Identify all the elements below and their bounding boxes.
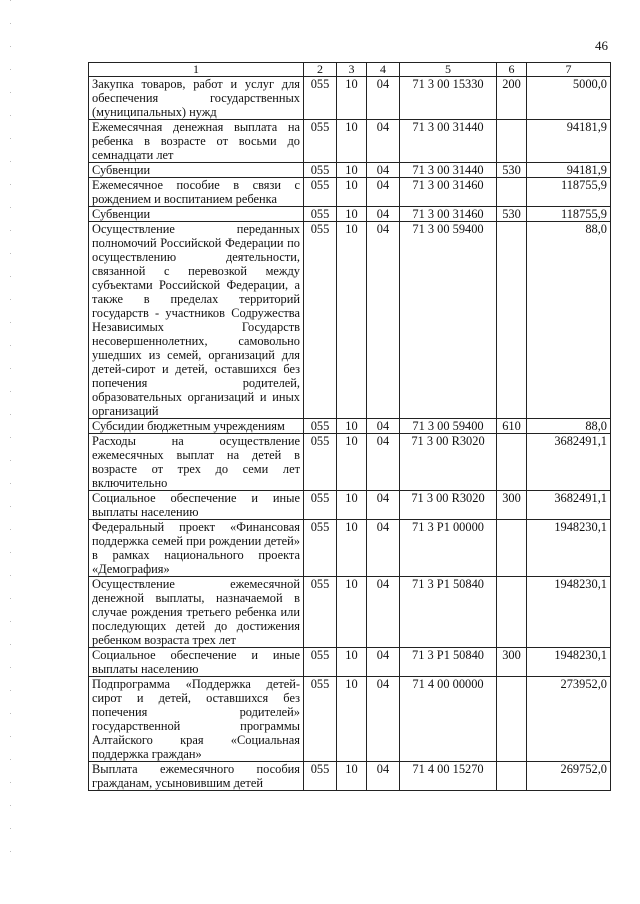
target-article: 71 3 00 59400 — [400, 222, 497, 419]
expense-type — [497, 677, 527, 762]
table-row — [89, 77, 611, 120]
target-article: 71 3 00 31460 — [400, 178, 497, 207]
expense-name: Подпрограмма «Поддержка детей-сирот и детей, оставшихся без попечения родителей» государственной программы Алтайского края «Социальная поддержка граждан» — [89, 677, 304, 762]
table-row — [89, 120, 611, 163]
target-article: 71 3 00 31460 — [400, 207, 497, 222]
table-row — [89, 222, 611, 419]
ministry-code: 055 — [304, 207, 337, 222]
amount: 88,0 — [527, 419, 611, 434]
table-row — [89, 163, 611, 178]
table-row — [89, 577, 611, 648]
ministry-code: 055 — [304, 77, 337, 120]
expense-type — [497, 577, 527, 648]
subsection-code: 04 — [367, 207, 400, 222]
ministry-code: 055 — [304, 419, 337, 434]
expense-type: 610 — [497, 419, 527, 434]
section-code: 10 — [337, 419, 367, 434]
subsection-code: 04 — [367, 419, 400, 434]
section-code: 10 — [337, 434, 367, 491]
target-article: 71 3 P1 50840 — [400, 577, 497, 648]
subsection-code: 04 — [367, 677, 400, 762]
amount: 94181,9 — [527, 120, 611, 163]
target-article: 71 3 00 R3020 — [400, 434, 497, 491]
header-cell: 6 — [497, 63, 527, 77]
header-cell: 4 — [367, 63, 400, 77]
expense-type — [497, 222, 527, 419]
expense-type — [497, 178, 527, 207]
amount: 118755,9 — [527, 207, 611, 222]
target-article: 71 3 00 59400 — [400, 419, 497, 434]
amount: 269752,0 — [527, 762, 611, 791]
section-code: 10 — [337, 207, 367, 222]
target-article: 71 3 P1 50840 — [400, 648, 497, 677]
table-row — [89, 648, 611, 677]
margin-dots — [10, 0, 12, 904]
ministry-code: 055 — [304, 762, 337, 791]
header-cell: 5 — [400, 63, 497, 77]
header-cell: 3 — [337, 63, 367, 77]
subsection-code: 04 — [367, 648, 400, 677]
header-cell: 2 — [304, 63, 337, 77]
section-code: 10 — [337, 648, 367, 677]
target-article: 71 4 00 00000 — [400, 677, 497, 762]
section-code: 10 — [337, 120, 367, 163]
table-row — [89, 434, 611, 491]
expense-name: Выплата ежемесячного пособия гражданам, усыновившим детей — [89, 762, 304, 791]
subsection-code: 04 — [367, 762, 400, 791]
section-code: 10 — [337, 163, 367, 178]
section-code: 10 — [337, 222, 367, 419]
section-code: 10 — [337, 491, 367, 520]
ministry-code: 055 — [304, 677, 337, 762]
amount: 1948230,1 — [527, 577, 611, 648]
subsection-code: 04 — [367, 577, 400, 648]
section-code: 10 — [337, 762, 367, 791]
subsection-code: 04 — [367, 120, 400, 163]
amount: 94181,9 — [527, 163, 611, 178]
ministry-code: 055 — [304, 178, 337, 207]
ministry-code: 055 — [304, 163, 337, 178]
target-article: 71 3 P1 00000 — [400, 520, 497, 577]
subsection-code: 04 — [367, 491, 400, 520]
expense-type — [497, 762, 527, 791]
expense-type — [497, 520, 527, 577]
expense-type: 530 — [497, 207, 527, 222]
amount: 1948230,1 — [527, 648, 611, 677]
amount: 5000,0 — [527, 77, 611, 120]
table-row — [89, 207, 611, 222]
expense-name: Ежемесячная денежная выплата на ребенка в возрасте от восьми до семнадцати лет — [89, 120, 304, 163]
amount: 273952,0 — [527, 677, 611, 762]
table-row — [89, 178, 611, 207]
expense-type: 300 — [497, 491, 527, 520]
expense-type: 300 — [497, 648, 527, 677]
ministry-code: 055 — [304, 577, 337, 648]
amount: 1948230,1 — [527, 520, 611, 577]
header-cell: 1 — [89, 63, 304, 77]
section-code: 10 — [337, 577, 367, 648]
section-code: 10 — [337, 520, 367, 577]
page-number: 46 — [595, 38, 608, 53]
expense-name: Ежемесячное пособие в связи с рождением и воспитанием ребенка — [89, 178, 304, 207]
subsection-code: 04 — [367, 520, 400, 577]
table-row — [89, 762, 611, 791]
expense-name: Закупка товаров, работ и услуг для обеспечения государственных (муниципальных) нужд — [89, 77, 304, 120]
ministry-code: 055 — [304, 520, 337, 577]
expense-type — [497, 120, 527, 163]
table-row — [89, 677, 611, 762]
expense-type: 200 — [497, 77, 527, 120]
expense-name: Расходы на осуществление ежемесячных выплат на детей в возрасте от трех до семи лет включительно — [89, 434, 304, 491]
ministry-code: 055 — [304, 120, 337, 163]
amount: 3682491,1 — [527, 434, 611, 491]
amount: 118755,9 — [527, 178, 611, 207]
expense-type: 530 — [497, 163, 527, 178]
expense-name: Субсидии бюджетным учреждениям — [89, 419, 304, 434]
amount: 88,0 — [527, 222, 611, 419]
subsection-code: 04 — [367, 163, 400, 178]
ministry-code: 055 — [304, 491, 337, 520]
subsection-code: 04 — [367, 178, 400, 207]
subsection-code: 04 — [367, 77, 400, 120]
target-article: 71 3 00 31440 — [400, 120, 497, 163]
expense-name: Социальное обеспечение и иные выплаты населению — [89, 491, 304, 520]
target-article: 71 4 00 15270 — [400, 762, 497, 791]
table-row — [89, 419, 611, 434]
expense-name: Осуществление ежемесячной денежной выплаты, назначаемой в случае рождения третьего ребенка или последующих детей до достижения ребенком возраста трех лет — [89, 577, 304, 648]
section-code: 10 — [337, 178, 367, 207]
subsection-code: 04 — [367, 222, 400, 419]
header-cell: 7 — [527, 63, 611, 77]
target-article: 71 3 00 15330 — [400, 77, 497, 120]
expense-type — [497, 434, 527, 491]
ministry-code: 055 — [304, 648, 337, 677]
table-row — [89, 491, 611, 520]
target-article: 71 3 00 31440 — [400, 163, 497, 178]
subsection-code: 04 — [367, 434, 400, 491]
table-header-row — [89, 63, 611, 77]
table-row — [89, 520, 611, 577]
ministry-code: 055 — [304, 434, 337, 491]
expense-name: Субвенции — [89, 163, 304, 178]
section-code: 10 — [337, 677, 367, 762]
expense-name: Федеральный проект «Финансовая поддержка семей при рождении детей» в рамках национального проекта «Демография» — [89, 520, 304, 577]
expense-name: Субвенции — [89, 207, 304, 222]
target-article: 71 3 00 R3020 — [400, 491, 497, 520]
ministry-code: 055 — [304, 222, 337, 419]
expense-name: Социальное обеспечение и иные выплаты населению — [89, 648, 304, 677]
expense-name: Осуществление переданных полномочий Российской Федерации по осуществлению деятельности, связанной с перевозкой между субъектами Российской Федерации, а также в пределах территорий государств - участников Содружества Независимых Государств несовершеннолетних, самовольно ушедших из семей, организаций для детей-сирот и детей, оставшихся без попечения родителей, образовательных организаций и иных организаций — [89, 222, 304, 419]
section-code: 10 — [337, 77, 367, 120]
budget-table — [88, 62, 611, 791]
amount: 3682491,1 — [527, 491, 611, 520]
